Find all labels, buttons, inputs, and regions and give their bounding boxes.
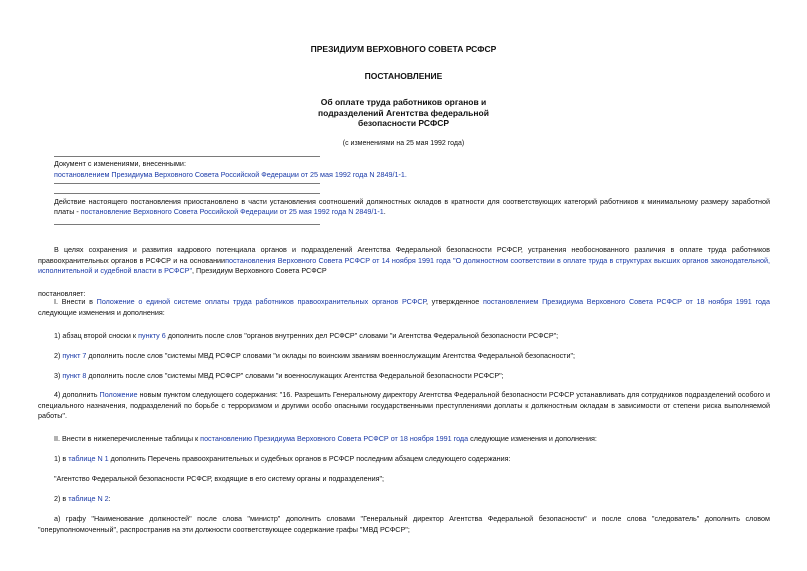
section-2-text: следующие изменения и дополнения: [468, 434, 597, 443]
item-text: : [108, 494, 111, 503]
decides-label: постановляет: [38, 289, 86, 298]
table-2-link[interactable]: таблице N 2 [68, 494, 109, 503]
divider [54, 156, 320, 157]
item-text: 3) [54, 371, 63, 380]
list-item [54, 371, 504, 380]
section-2-text: II. Внести в нижеперечисленные таблицы к [54, 434, 201, 443]
section-2-item [54, 494, 111, 503]
amendment-note: (с изменениями на 25 мая 1992 года) [342, 140, 465, 147]
divider [54, 193, 320, 194]
title-line: безопасности РСФСР [357, 118, 450, 128]
quoted-paragraph: "Агентство Федеральной безопасности РСФСР, входящие в его систему органы и подразделения"; [54, 474, 385, 483]
changes-label: Документ с изменениями, внесенными: [54, 159, 186, 168]
section-1-paragraph [38, 297, 770, 318]
item-link[interactable]: пункт 7 [62, 351, 87, 360]
suspension-note [54, 197, 770, 217]
table-1-link[interactable]: таблице N 1 [68, 454, 109, 463]
regulation-link[interactable]: Положение о единой системе оплаты труда работников правоохранительных органов РСФСР [96, 297, 426, 306]
document-title [0, 97, 807, 129]
suspension-dash: - [76, 207, 81, 216]
preamble-text: В целях сохранения и развития кадрового потенциала органов и подразделений Агентства Федеральной безопасности РСФСР, устранения необоснованного различия в оплате труда работников правоохранительных органов в РСФСР и на основании [38, 245, 770, 265]
title-line: Об оплате труда работников органов и [320, 97, 487, 107]
resolution-link[interactable]: постановлением Президиума Верховного Совета РСФСР от 18 ноября 1991 года [482, 297, 770, 306]
item-text: дополнить после слов "системы МВД РСФСР словами "и оклады по воинским званиям военнослужащим Агентства Федеральной безопасности"; [86, 351, 576, 360]
changes-link[interactable]: постановлением Президиума Верховного Совета Российской Федерации от 25 мая 1992 года N 2849/1-1. [54, 170, 407, 179]
section-2-item [54, 454, 511, 463]
divider [54, 224, 320, 225]
item-text: 2) [54, 351, 63, 360]
item-text: дополнить после слов "системы МВД РСФСР" словами "и военнослужащих Агентства Федеральной безопасности РСФСР"; [86, 371, 504, 380]
document-type-heading: ПОСТАНОВЛЕНИЕ [364, 71, 443, 81]
list-item [54, 351, 575, 360]
item-text: 1) абзац второй сноски к [54, 331, 139, 340]
preamble-link[interactable]: постановления Верховного Совета РСФСР от 14 ноября 1991 года "О должностном соответствии в оплате труда в структурах высших органов законодательной, исполнительной и судебной власти в РСФСР" [38, 255, 770, 275]
section-2-subitem: а) графу "Наименование должностей" после слова "министр" дополнить словами "Генеральный директор Агентства Федеральной безопасности" и после слова "следователь" дополнить словом "оперуполномоченный", распространив на эти должности соответствующее содержание графы "МВД РСФСР"; [38, 514, 770, 534]
preamble-paragraph [38, 245, 770, 277]
section-1-text: , утвержденное [425, 297, 483, 306]
list-item [54, 331, 558, 340]
preamble-text-end: , Президиум Верховного Совета РСФСР [192, 266, 327, 275]
section-2-link[interactable]: постановлению Президиума Верховного Совета РСФСР от 18 ноября 1991 года [200, 434, 469, 443]
divider [54, 183, 320, 184]
item-link[interactable]: Положение [99, 390, 138, 399]
item-text: новым пунктом следующего содержания: "16. Разрешить Генеральному директору Агентства Федеральной безопасности РСФСР устанавливать для сотрудников подразделений особого и специального назначения, подразделений по борьбе с терроризмом и другими особо опасными государственными преступлениями доплаты к должностным окладам в зависимости от степени риска выполняемой работы". [38, 390, 770, 420]
item-text: дополнить после слов "органов внутренних дел РСФСР" словами "и Агентства Федеральной безопасности РСФСР"; [165, 331, 559, 340]
item-link[interactable]: пункт 8 [62, 371, 87, 380]
suspension-end: . [383, 207, 386, 216]
issuing-body-heading: ПРЕЗИДИУМ ВЕРХОВНОГО СОВЕТА РСФСР [310, 44, 497, 54]
section-1-text: I. Внести в [54, 297, 97, 306]
item-text: 2) в [54, 494, 69, 503]
item-link[interactable]: пункту 6 [138, 331, 166, 340]
suspension-text: Действие настоящего постановления приостановлено в части установления соотношений должностных окладов в кратности для соответствующих категорий работников к минимальному размеру заработной платы [54, 197, 770, 216]
item-text: дополнить Перечень правоохранительных и судебных органов в РСФСР последним абзацем следующего содержания: [108, 454, 511, 463]
title-line: подразделений Агентства федеральной [318, 107, 489, 118]
item-text: 4) дополнить [54, 390, 100, 399]
suspension-link[interactable]: постановление Верховного Совета Российской Федерации от 25 мая 1992 года N 2849/1-1 [80, 207, 384, 216]
list-item-4 [38, 390, 770, 422]
section-2-paragraph [54, 434, 597, 443]
item-text: 1) в [54, 454, 69, 463]
section-1-text: следующие изменения и дополнения: [38, 307, 165, 317]
